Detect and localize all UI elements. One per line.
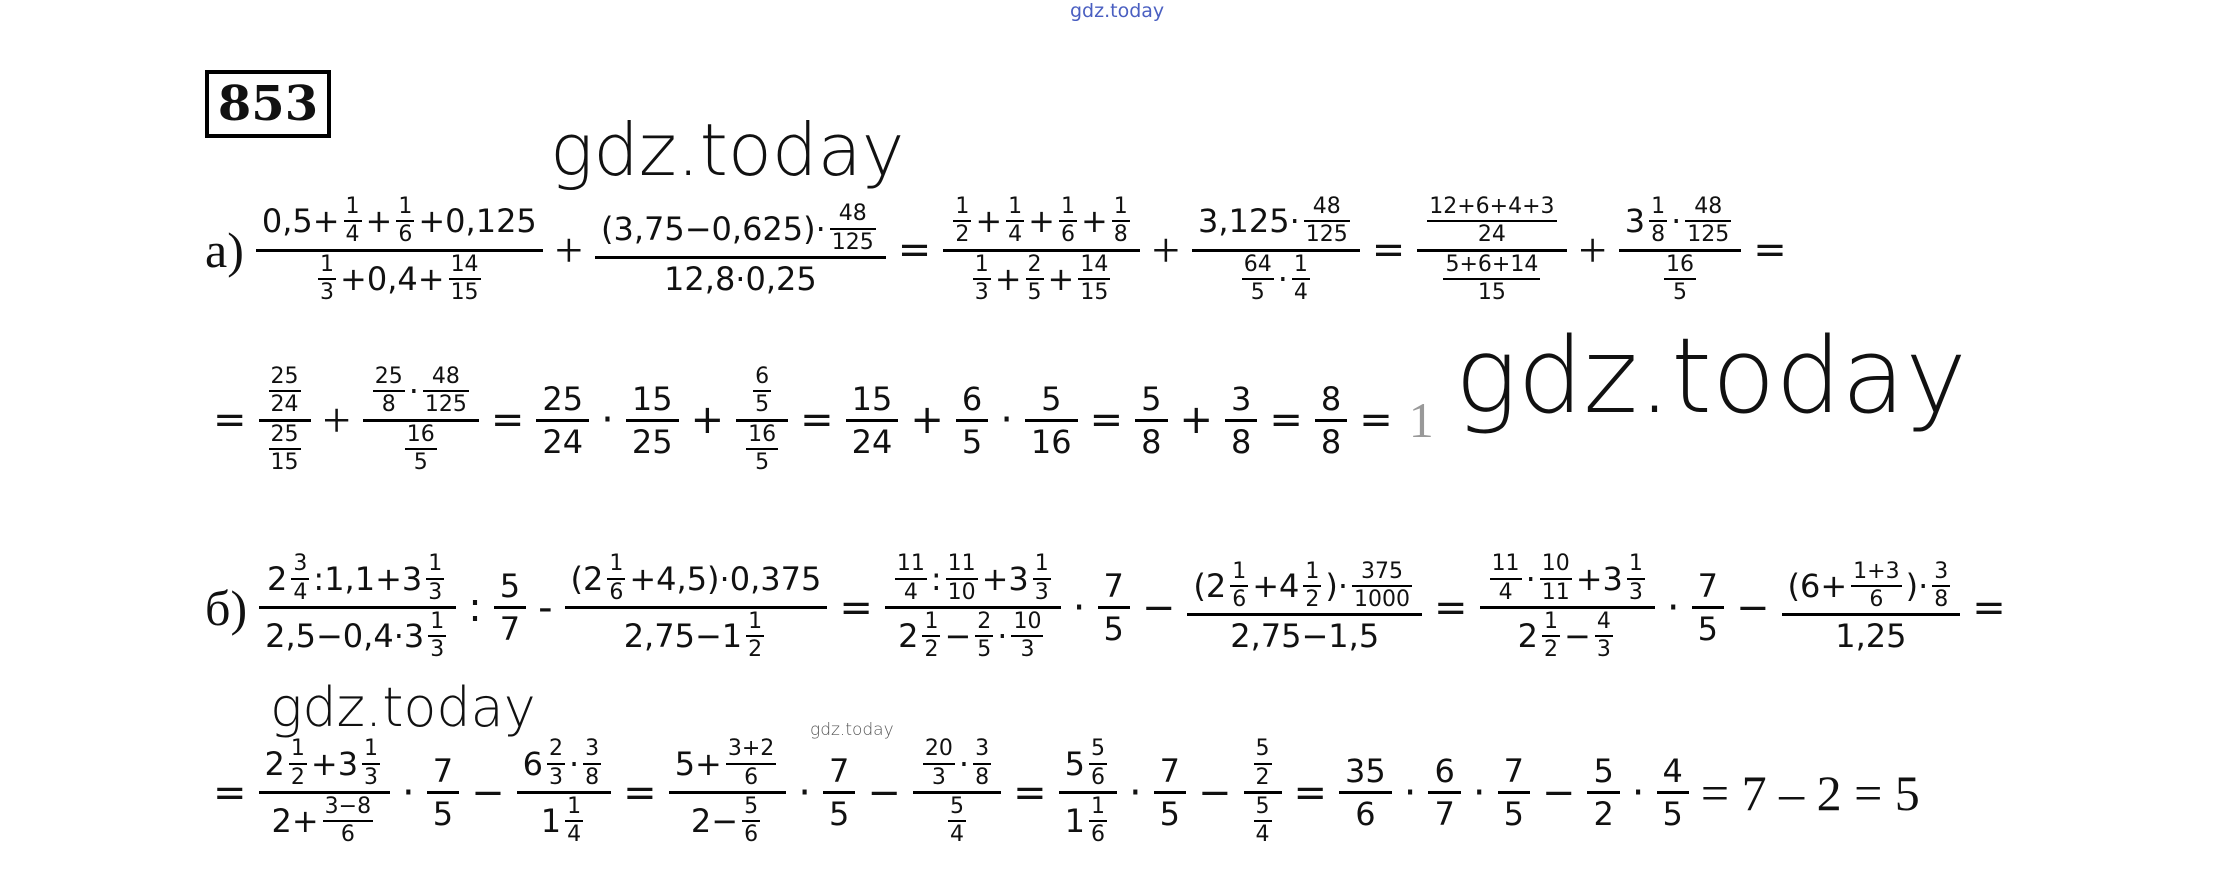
fraction: $\frac{\frac{12+6+4+3}{24}}{\frac{5+6+14}{15}}$ xyxy=(1417,194,1566,307)
fraction: (2 $\frac{1}{6}$ +4 $\frac{1}{2}$ )· $\frac{375}{1000}$ 2,75−1,5 xyxy=(1187,559,1422,657)
fraction: 3 $\frac{1}{8}$ · $\frac{48}{125}$ $\frac{16}{5}$ xyxy=(1619,194,1742,307)
fraction: 5+ $\frac{3+2}{6}$ 2− $\frac{5}{6}$ xyxy=(669,736,787,849)
fraction: $\frac{25}{8}$ · $\frac{48}{125}$ $\frac{16}{5}$ xyxy=(363,364,479,477)
part-a-line-2: = $\frac{\frac{25}{24}}{\frac{25}{15}}$ + $\frac{25}{8}$ · $\frac{48}{125}$ $\frac{16}{5}$ = $\frac{25}{24}$ · $\frac{15}{25}$ + $\frac{\frac{6}{5}}{\frac{16}{5}}$ = $\frac{15}{24}$ + $\frac{6}{5}$ · $\frac{5}{16}$ = $\frac{5}{8}$ + $\frac{3}{8}$ = $\frac{8}{8}$ = 1 xyxy=(213,363,1434,475)
part-b-line-2: = 2 $\frac{1}{2}$ +3 $\frac{1}{3}$ 2+ $\frac{3-8}{6}$ · $\frac{7}{5}$ − 6 $\frac{2}{3}$ · $\frac{3}{8}$ 1 $\frac{1}{4}$ = 5+ $\frac{3+2}{6}$ 2− $\frac{5}{6}$ · $\frac{7}{5}$ − $\frac{20}{3}$ · $\frac{3}{8}$ $\frac{5}{4}$ = 5 $\frac{5}{6}$ 1 $\frac{1}{6}$ · $\frac{7}{5}$ − $\frac{\frac{5}{2}}{\frac{5}{4}}$ = $\frac{35}{6}$ · $\frac{6}{7}$ · $\frac{7}{5}$ − $\frac{5}{2}$ · $\frac{4}{5}$ = 7 – 2 = 5 xyxy=(213,736,1920,848)
fraction: 2 $\frac{1}{2}$ +3 $\frac{1}{3}$ 2+ $\frac{3-8}{6}$ xyxy=(259,736,391,849)
fraction: (6+ $\frac{1+3}{6}$ )· $\frac{3}{8}$ 1,25 xyxy=(1782,559,1961,657)
part-b-line-1: б) 2 $\frac{3}{4}$ :1,1+3 $\frac{1}{3}$ 2,5−0,4·3 $\frac{1}{3}$ : $\frac{5}{7}$ - (2 $\frac{1}{6}$ +4,5)·0,375 2,75−1 $\frac{1}{2}$ = $\frac{11}{4}$ : $\frac{11}{10}$ +3 $\frac{1}{3}$ 2 $\frac{1}{2}$ − $\frac{2}{5}$ · $\frac{10}{3}$ · $\frac{7}{5}$ − (2 $\frac{1}{6}$ +4 $\frac{1}{2}$ )· $\frac{375}{1000}$ 2,75−1,5 = $\frac{11}{4}$ · $\frac{10}{11}$ +3 $\frac{1}{3}$ 2 $\frac{1}{2}$ − $\frac{4}{3}$ · $\frac{7}{5}$ − (6+ $\frac{1+3}{6}$ )· $\frac{3}{8}$ 1,25 = xyxy=(205,551,2006,663)
fraction: 6 $\frac{2}{3}$ · $\frac{3}{8}$ 1 $\frac{1}{4}$ xyxy=(517,736,612,849)
fraction: (3,75−0,625)· $\frac{48}{125}$ 12,8·0,25 xyxy=(595,201,886,299)
fraction: $\frac{20}{3}$ · $\frac{3}{8}$ $\frac{5}{4}$ xyxy=(913,736,1001,849)
watermark-tiny: gdz.today xyxy=(810,720,894,740)
part-a-label: а) xyxy=(205,222,244,278)
fraction: (2 $\frac{1}{6}$ +4,5)·0,375 2,75−1 $\frac{1}{2}$ xyxy=(565,551,828,664)
fraction: 3,125· $\frac{48}{125}$ $\frac{64}{5}$ · $\frac{1}{4}$ xyxy=(1192,194,1360,307)
watermark-small: gdz.today xyxy=(1070,0,1165,22)
watermark: gdz.today xyxy=(270,676,536,739)
fraction: $\frac{\frac{25}{24}}{\frac{25}{15}}$ xyxy=(259,364,311,477)
watermark-large: gdz.today xyxy=(1455,315,1967,437)
problem-number: 853 xyxy=(205,70,331,138)
watermark: gdz.today xyxy=(550,108,905,192)
fraction: 5 $\frac{5}{6}$ 1 $\frac{1}{6}$ xyxy=(1059,736,1117,849)
fraction: $\frac{11}{4}$ · $\frac{10}{11}$ +3 $\frac{1}{3}$ 2 $\frac{1}{2}$ − $\frac{4}{3}$ xyxy=(1480,551,1655,664)
fraction: $\frac{1}{2}$ + $\frac{1}{4}$ + $\frac{1}{6}$ + $\frac{1}{8}$ $\frac{1}{3}$ + $\frac{2}{5}$ + $\frac{14}{15}$ xyxy=(943,194,1139,307)
result-a: 1 xyxy=(1408,392,1434,448)
result-b: = 7 – 2 = 5 xyxy=(1700,764,1920,821)
fraction: $\frac{\frac{5}{2}}{\frac{5}{4}}$ xyxy=(1244,736,1282,849)
fraction: 0,5+ $\frac{1}{4}$ + $\frac{1}{6}$ +0,125 $\frac{1}{3}$ +0,4+ $\frac{14}{15}$ xyxy=(256,194,543,307)
part-b-label: б) xyxy=(205,579,248,636)
fraction: 2 $\frac{3}{4}$ :1,1+3 $\frac{1}{3}$ 2,5−0,4·3 $\frac{1}{3}$ xyxy=(259,551,456,664)
fraction: $\frac{11}{4}$ : $\frac{11}{10}$ +3 $\frac{1}{3}$ 2 $\frac{1}{2}$ − $\frac{2}{5}$ · $\frac{10}{3}$ xyxy=(885,551,1061,664)
part-a-line-1: а) 0,5+ $\frac{1}{4}$ + $\frac{1}{6}$ +0,125 $\frac{1}{3}$ +0,4+ $\frac{14}{15}$ + (3,75−0,625)· $\frac{48}{125}$ 12,8·0,25 = $\frac{1}{2}$ + $\frac{1}{4}$ + $\frac{1}{6}$ + $\frac{1}{8}$ $\frac{1}{3}$ + $\frac{2}{5}$ + $\frac{14}{15}$ + 3,125· $\frac{48}{125}$ $\frac{64}{5}$ · $\frac{1}{4}$ = $\frac{\frac{12+6+4+3}{24}}{\frac{5+6+14}{15}}$ + 3 $\frac{1}{8}$ · $\frac{48}{125}$ $\frac{16}{5}$ = xyxy=(205,193,1787,305)
